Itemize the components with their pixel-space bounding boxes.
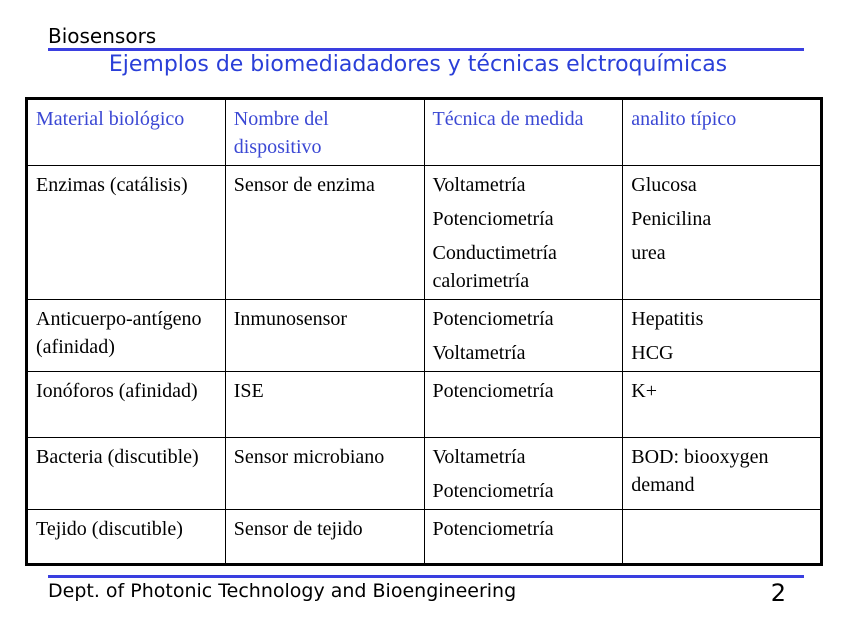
table-row <box>27 300 822 372</box>
table-row <box>27 372 822 438</box>
table-row <box>27 510 822 565</box>
page-number: 2 <box>770 579 786 607</box>
cell-technique <box>424 510 623 565</box>
cell-analyte <box>623 510 822 565</box>
table-row <box>27 438 822 510</box>
analyte-item: K+ <box>631 380 657 402</box>
technique-item: Voltametría <box>432 446 526 468</box>
analyte-item: urea <box>631 242 666 264</box>
header-analyte: analito típico <box>623 99 822 166</box>
technique-item: Potenciometría <box>432 208 554 230</box>
cell-analyte <box>623 438 822 510</box>
technique-item: Voltametría <box>432 174 526 196</box>
cell-material: Ionóforos (afinidad) <box>27 372 226 438</box>
analyte-item: Glucosa <box>631 174 697 196</box>
cell-technique <box>424 372 623 438</box>
cell-material: Enzimas (catálisis) <box>27 166 226 300</box>
biosensor-table <box>25 97 823 566</box>
cell-device: Inmunosensor <box>225 300 424 372</box>
footer-rule <box>48 575 804 578</box>
technique-item: Potenciometría <box>432 380 554 402</box>
header-technique: Técnica de medida <box>424 99 623 166</box>
cell-technique <box>424 438 623 510</box>
technique-item: Potenciometría <box>432 518 554 540</box>
cell-technique <box>424 300 623 372</box>
cell-analyte <box>623 300 822 372</box>
cell-device: Sensor de tejido <box>225 510 424 565</box>
technique-item: Potenciometría <box>432 308 554 330</box>
analyte-item: HCG <box>631 342 674 364</box>
cell-material: Tejido (discutible) <box>27 510 226 565</box>
analyte-item: BOD: biooxygen demand <box>631 446 769 496</box>
header-material: Material biológico <box>27 99 226 166</box>
slide-title: Ejemplos de biomediadadores y técnicas elctroquímicas <box>108 52 728 77</box>
header-label: Biosensors <box>48 24 157 48</box>
cell-material: Anticuerpo-antígeno (afinidad) <box>27 300 226 372</box>
table-header-row <box>27 99 822 166</box>
footer-department: Dept. of Photonic Technology and Bioengineering <box>48 580 517 602</box>
table-row <box>27 166 822 300</box>
cell-device: Sensor de enzima <box>225 166 424 300</box>
technique-item: Conductimetría calorimetría <box>432 242 557 292</box>
header-rule <box>48 48 804 51</box>
cell-analyte <box>623 166 822 300</box>
analyte-item: Penicilina <box>631 208 712 230</box>
cell-technique <box>424 166 623 300</box>
cell-device: Sensor microbiano <box>225 438 424 510</box>
header-device: Nombre del dispositivo <box>225 99 424 166</box>
technique-item: Voltametría <box>432 342 526 364</box>
technique-item: Potenciometría <box>432 480 554 502</box>
cell-device: ISE <box>225 372 424 438</box>
cell-analyte <box>623 372 822 438</box>
analyte-item: Hepatitis <box>631 308 704 330</box>
cell-material: Bacteria (discutible) <box>27 438 226 510</box>
